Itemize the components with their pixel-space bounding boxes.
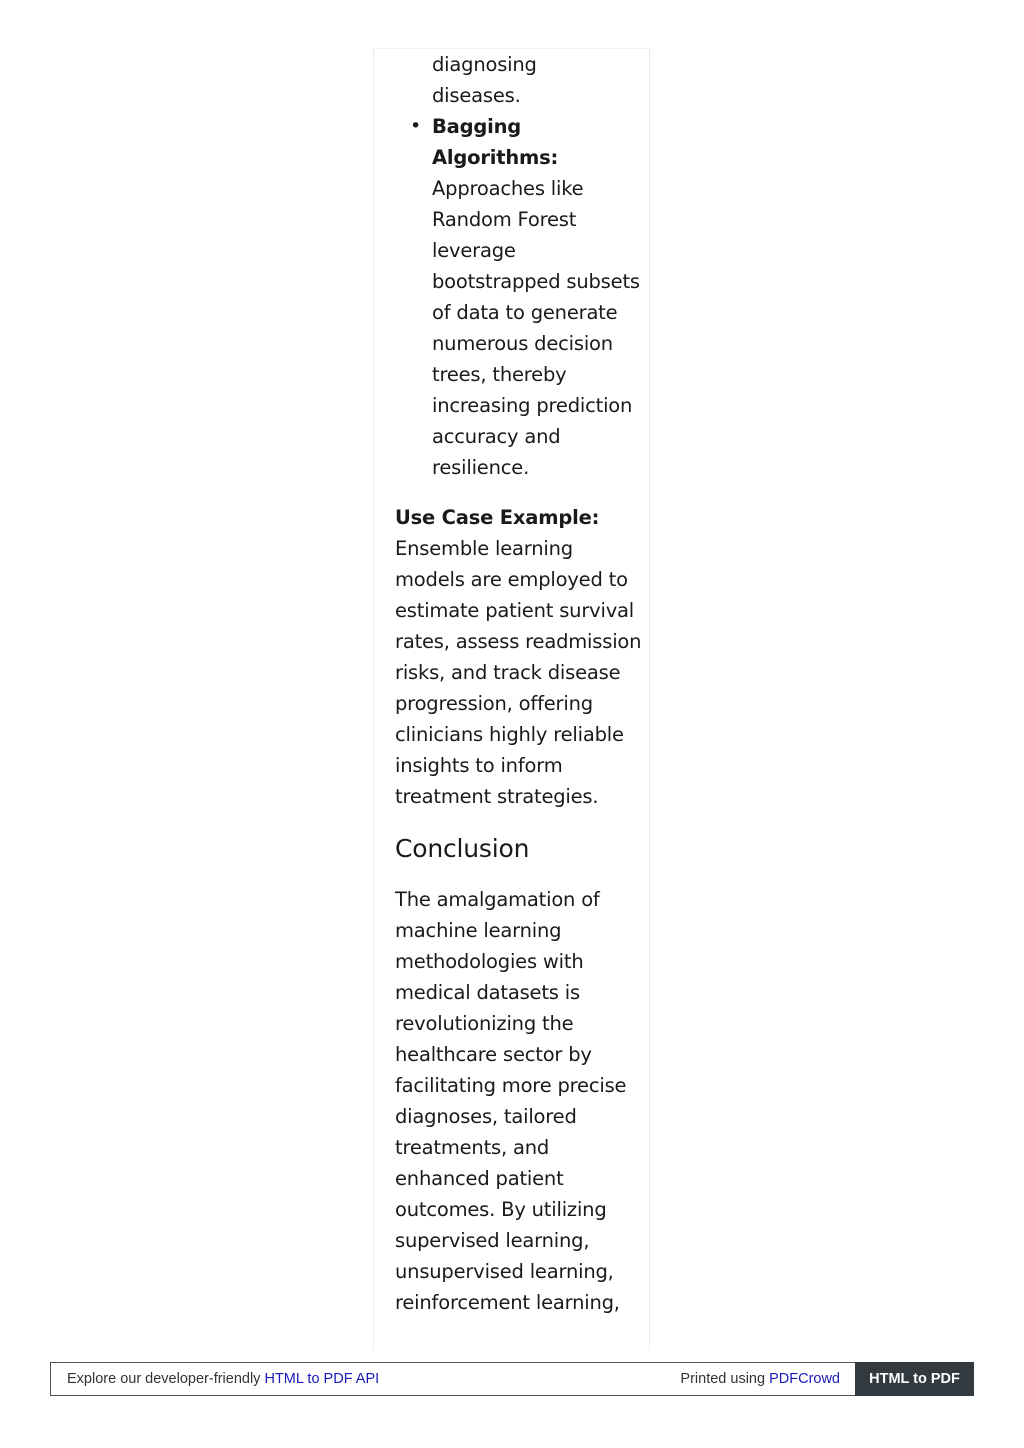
list-item-continuation — [395, 49, 645, 111]
article-column — [373, 48, 650, 1350]
bullet-text: Approaches like Random Forest leverage bootstrapped subsets of data to generate numerous decision trees, thereby increasing prediction accuracy and resilience. — [432, 177, 640, 479]
bullet-list — [395, 111, 645, 483]
use-case-text: Ensemble learning models are employed to estimate patient survival rates, assess readmission risks, and track disease progression, offering clinicians highly reliable insights to inform treatment strategies. — [395, 537, 642, 808]
footer-promo — [67, 1371, 379, 1387]
conclusion-heading: Conclusion — [395, 834, 530, 863]
pdf-footer-bar — [50, 1362, 974, 1396]
continued-line: diseases. — [432, 84, 521, 107]
bullet-icon: • — [410, 115, 422, 137]
article-content — [395, 49, 645, 1318]
conclusion-paragraph: The amalgamation of machine learning methodologies with medical datasets is revolutionizing the healthcare sector by facilitating more precise diagnoses, tailored treatments, and enhanced patient outcomes. By utilizing supervised learning, unsupervised learning, reinforcement learning, — [395, 888, 627, 1314]
continued-line: diagnosing — [432, 53, 537, 76]
footer-credit — [680, 1371, 840, 1387]
list-item — [395, 111, 645, 483]
html-to-pdf-button[interactable]: HTML to PDF — [855, 1362, 974, 1396]
footer-credit-text: Printed using — [680, 1371, 766, 1387]
html-to-pdf-api-link[interactable]: HTML to PDF API — [264, 1371, 380, 1387]
footer-promo-text: Explore our developer-friendly — [67, 1371, 261, 1387]
use-case-label: Use Case Example: — [395, 506, 600, 529]
use-case-paragraph — [395, 502, 645, 812]
pdfcrowd-link[interactable]: PDFCrowd — [769, 1371, 840, 1387]
bullet-term: Bagging Algorithms: — [432, 115, 559, 169]
